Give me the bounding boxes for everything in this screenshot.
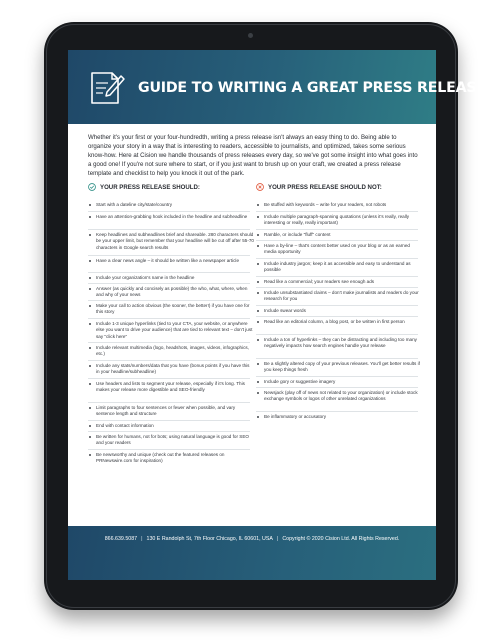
item-divider <box>256 387 418 388</box>
list-item: Ramble, or include "fluff" content <box>264 232 422 238</box>
list-item: Include gory or suggestive imagery <box>264 379 422 385</box>
item-divider <box>88 402 250 403</box>
list-item: Be newsworthy and unique (check out the featured releases on PRNewswire.com for inspiration) <box>96 452 254 465</box>
list-item: Use headers and lists to segment your release, especially if it's long. This makes your release more digestible and SEO-friendly <box>96 381 254 394</box>
intro-paragraph: Whether it's your first or your four-hundredth, writing a press release isn't always an easy thing to do. Being able to organize your story in a way that is interesting to readers, accessible to journalists, and optimized, takes some serious know-how. Here at Cision we handle thousands of press releases every day, so we've got some insight into what goes into a good one! If you're not sure where to start, or if you just want to brush up on your craft, we created a press release template and checklist to help you knock it out of the park. <box>88 134 418 177</box>
item-divider <box>256 240 418 241</box>
list-item: Have a by-line – that's content better used on your blog or as an earned media opportunity <box>264 243 422 256</box>
list-item: Read like an editorial column, a blog post, or be written in first person <box>264 319 422 325</box>
list-item: Include industry jargon; keep it as accessible and easy to understand as possible <box>264 261 422 274</box>
item-divider <box>88 255 250 256</box>
item-divider <box>88 283 250 284</box>
check-circle-icon <box>88 183 96 191</box>
tablet-screen <box>68 50 486 580</box>
item-divider <box>256 334 418 335</box>
item-divider <box>88 420 250 421</box>
list-item: Be written for humans, not for bots; using natural language is good for SEO and your readers <box>96 434 254 447</box>
should-heading <box>88 182 250 192</box>
list-item: Keep headlines and subheadlines brief and shareable. 280 characters should be your upper limit, but remember that your headline will be cut off after 55-70 characters in Google search results <box>96 232 254 250</box>
footer-separator: | <box>276 536 279 542</box>
item-divider <box>88 431 250 432</box>
item-divider <box>256 276 418 277</box>
list-item: Include swear words <box>264 308 422 314</box>
item-divider <box>256 316 418 317</box>
item-divider <box>88 300 250 301</box>
document-pencil-icon <box>88 67 126 107</box>
item-divider <box>256 376 418 377</box>
x-circle-icon <box>256 183 264 191</box>
document-header <box>68 50 486 124</box>
document-title: GUIDE TO WRITING A GREAT PRESS RELEASE <box>138 80 486 96</box>
list-item: Make your call to action obvious (the sooner, the better!) if you have one for this story <box>96 303 254 316</box>
footer-separator: | <box>141 536 143 542</box>
list-item: Include a ton of hyperlinks – they can be distracting and including too many negatively impacts how search engines handle your release <box>264 337 422 350</box>
list-item: Include your organization's name in the headline <box>96 275 254 281</box>
list-item: Include any stats/numbers/data that you have (bonus points if you have this in your headline/subheadline) <box>96 363 254 376</box>
item-divider <box>88 229 250 230</box>
list-item: Have a clear news angle – it should be written like a newspaper article <box>96 258 254 264</box>
should-not-heading <box>256 182 418 192</box>
list-item: Newsjack (play off of news not related to your organization) or include stock exchange symbols or logos of other unrelated organizations <box>264 390 422 403</box>
list-item: Be inflammatory or accusatory <box>264 414 422 420</box>
item-divider <box>256 411 418 412</box>
item-divider <box>256 305 418 306</box>
list-item: Be stuffed with keywords – write for your readers, not robots <box>264 202 422 208</box>
list-item: Include relevant multimedia (logo, headshots, images, videos, infographics, etc.) <box>96 345 254 358</box>
item-divider <box>88 272 250 273</box>
item-divider <box>256 287 418 288</box>
item-divider <box>256 211 418 212</box>
list-item: Include unsubstantiated claims – don't make journalists and readers do your research for you <box>264 290 422 303</box>
footer-line <box>68 536 436 542</box>
footer-address: 130 E Randolph St, 7th Floor Chicago, IL 60601, USA <box>146 536 273 542</box>
footer-copyright: Copyright © 2020 Cision Ltd. All Rights Reserved. <box>282 536 400 542</box>
item-divider <box>256 229 418 230</box>
list-item: Include multiple paragraph-spanning quotations (unless it's really, really interesting or really, really important) <box>264 214 422 227</box>
item-divider <box>88 318 250 319</box>
list-item: Answer (as quickly and concisely as possible) the who, what, where, when and why of your news <box>96 286 254 299</box>
list-item: Start with a dateline city/state/country <box>96 202 254 208</box>
should-not-heading-label: YOUR PRESS RELEASE SHOULD NOT: <box>268 183 382 191</box>
list-item: Include 1-3 unique hyperlinks (tied to your CTA, your website, or anywhere else you want to drive your audience) that are tied to relevant text – don't just say "click here" <box>96 321 253 339</box>
list-item: End with contact information <box>96 423 254 429</box>
front-camera <box>248 33 253 38</box>
item-divider <box>88 449 250 450</box>
item-divider <box>88 378 250 379</box>
item-divider <box>88 211 250 212</box>
list-item: Have an attention-grabbing hook included in the headline and subheadline <box>96 214 254 220</box>
should-heading-label: YOUR PRESS RELEASE SHOULD: <box>100 183 200 191</box>
document-footer <box>68 526 436 580</box>
item-divider <box>256 258 418 259</box>
list-item: Be a slightly altered copy of your previous releases. You'll get better results if you keep things fresh <box>264 361 422 374</box>
list-item: Read like a commercial; your readers see enough ads <box>264 279 422 285</box>
item-divider <box>88 342 250 343</box>
item-divider <box>256 358 418 359</box>
should-not-column <box>256 182 420 419</box>
list-item: Limit paragraphs to four sentences or fewer when possible, and vary sentence length and structure <box>96 405 254 418</box>
item-divider <box>88 360 250 361</box>
should-column <box>88 182 254 464</box>
footer-phone: 866.639.5087 <box>104 536 138 542</box>
